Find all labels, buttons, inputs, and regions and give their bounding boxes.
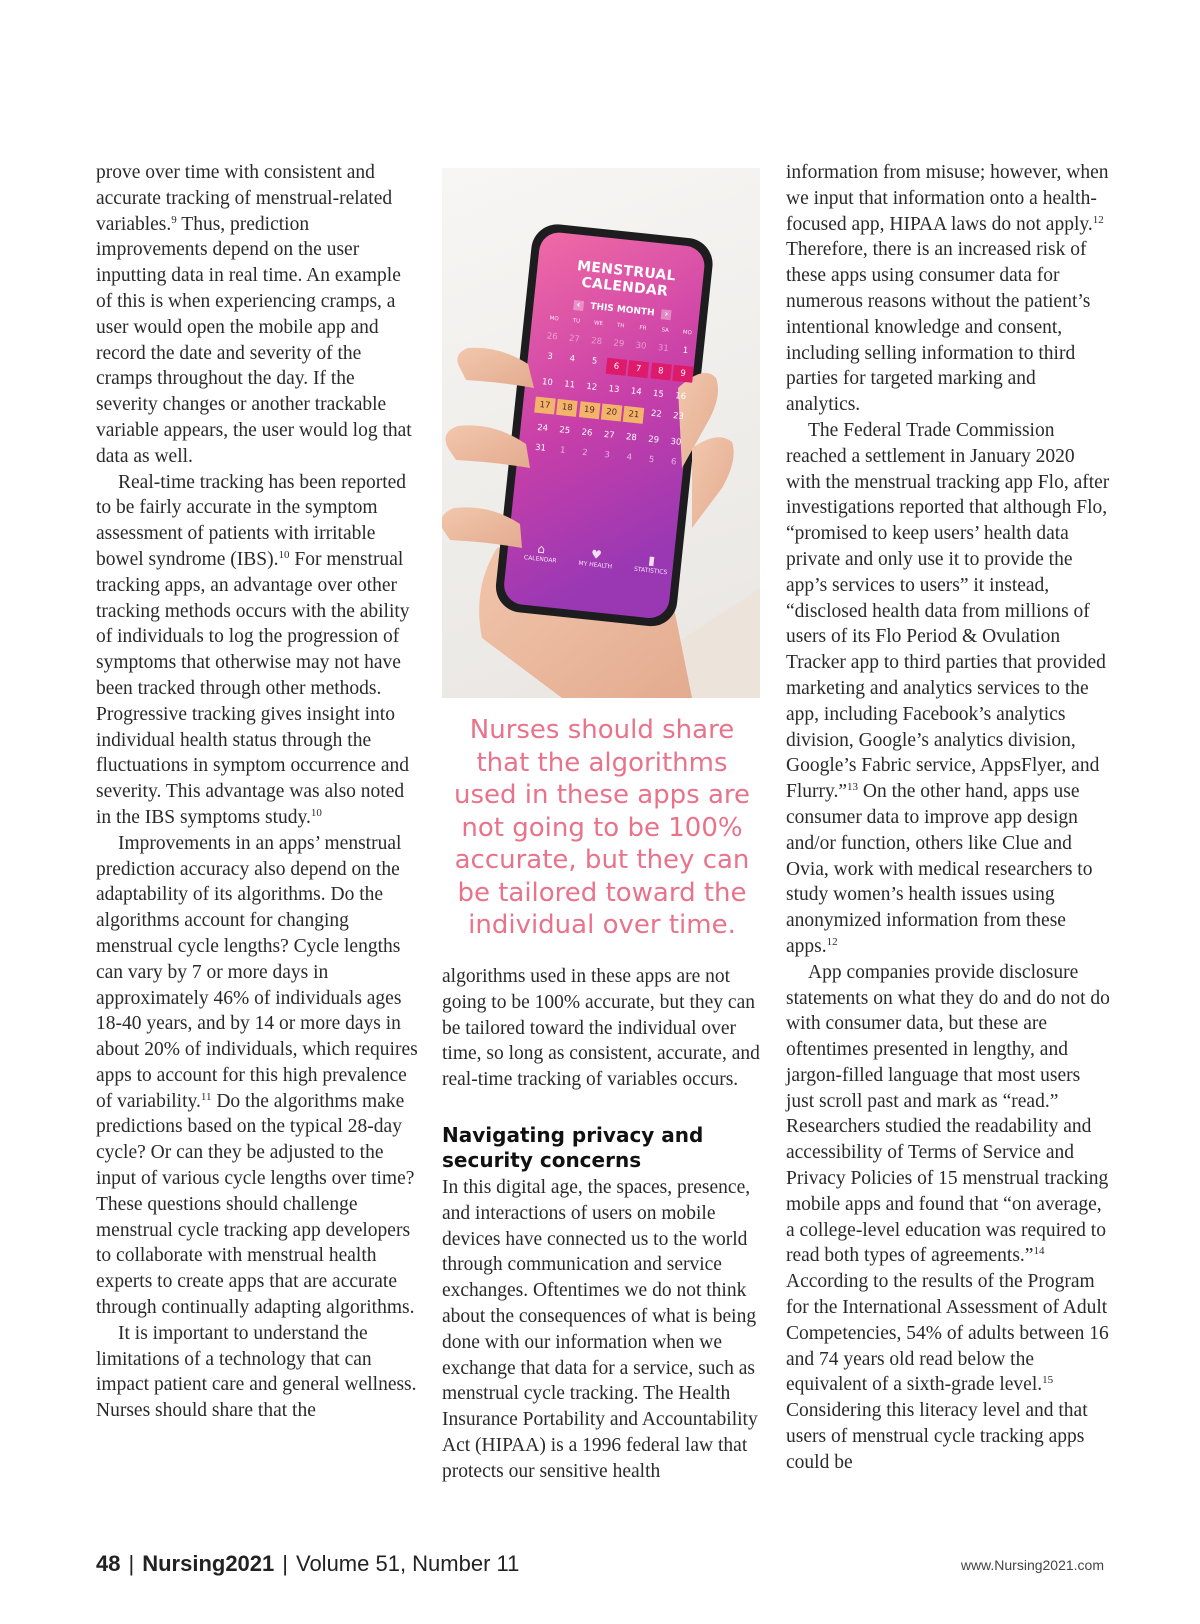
calendar-day[interactable]: 11: [563, 379, 576, 391]
bottom-nav: [513, 539, 680, 577]
calendar-day[interactable]: 5: [591, 356, 598, 367]
calendar-day[interactable]: 27: [603, 429, 616, 441]
paragraph: algorithms used in these apps are not going to be 100% accurate, but they can be tailored toward the individual over time, so long as consistent, accurate, and real-time tracking of variables occurs.: [442, 966, 760, 1091]
section-heading: Navigating privacy and security concerns: [442, 1122, 704, 1172]
footer-url: www.Nursing2021.com: [960, 1557, 1104, 1573]
weekday-label: MO: [549, 315, 559, 323]
calendar-day[interactable]: 7: [628, 360, 650, 378]
calendar-day[interactable]: 18: [556, 399, 578, 417]
calendar-day[interactable]: 10: [541, 377, 554, 389]
paragraph: information from misuse; however, when we input that information onto a health-focused app, HIPAA laws do not apply.$^{12}$ Therefore, there is an increased risk of these apps using consumer data for numerous reasons without the patient’s intentional knowledge and consent, including selling information to third parties for targeted marking and analytics.: [786, 162, 1109, 416]
calendar-day[interactable]: 21: [623, 406, 645, 424]
calendar-day[interactable]: 4: [626, 452, 633, 463]
weekday-label: TU: [572, 317, 581, 325]
calendar-day[interactable]: 19: [579, 401, 601, 419]
column-1: [96, 160, 421, 1424]
bar-chart-icon: ▮: [647, 553, 656, 568]
nav-calendar[interactable]: ⌂ CALENDAR: [523, 541, 557, 565]
footer-folio: 48 | Nursing2021 | Volume 51, Number 11: [96, 1551, 520, 1576]
column-2: [442, 964, 762, 1485]
calendar-day[interactable]: 8: [650, 362, 672, 380]
calendar-day[interactable]: 6: [606, 358, 628, 376]
calendar-day[interactable]: 24: [536, 422, 549, 434]
paragraph: Real-time tracking has been reported to be fairly accurate in the symptom assessment of patients with irritable bowel syndrome (IBS).$^{10}$ For menstrual tracking apps, an advantage over other tracking methods occurs with the ability of individuals to log the progression of symptoms that otherwise may not have been tracked through other methods. Progressive tracking gives insight into individual health status through the fluctuations in symptom occurrence and severity. This advantage was also noted in the IBS symptoms study.$^{10}$: [96, 471, 410, 828]
paragraph: Improvements in an apps’ menstrual prediction accuracy also depend on the adaptability of its algorithms. Do the algorithms account for changing menstrual cycle lengths? Cycle lengths can vary by 7 or more days in approximately 46% of individuals ages 18-40 years, and by 14 or more days in about 20% of individuals, which requires apps to account for this high prevalence of variability.$^{11}$ Do the algorithms make predictions based on the typical 28-day cycle? Or can they be adjusted to the input of various cycle lengths over time? These questions should challenge menstrual cycle tracking app developers to collaborate with menstrual health experts to create apps that are accurate through continually adapting algorithms.: [96, 832, 418, 1319]
magazine-name: Nursing2021: [142, 1551, 275, 1576]
calendar-day[interactable]: 1: [559, 445, 566, 456]
calendar-day[interactable]: 6: [670, 457, 677, 468]
calendar-day[interactable]: 3: [603, 450, 611, 461]
nav-my-health[interactable]: ♥ MY HEALTH: [578, 547, 613, 571]
calendar-day[interactable]: 29: [647, 434, 660, 446]
weekday-label: SA: [661, 327, 670, 335]
paragraph: In this digital age, the spaces, presence, and interactions of users on mobile devices have connected us to the world through communication and service exchanges. Oftentimes we do not think about the consequences of what is being done with our information when we exchange that data for a service, such as menstrual cycle tracking. The Health Insurance Portability and Accountability Act (HIPAA) is a 1996 federal law that protects our sensitive health: [442, 1176, 758, 1482]
calendar-day[interactable]: 22: [650, 408, 663, 420]
calendar-day[interactable]: 23: [672, 411, 685, 423]
paragraph: The Federal Trade Commission reached a settlement in January 2020 with the menstrual tracking app Flo, after investigations reported that although Flo, “promised to keep users’ health data private and only use it to provide the app’s services to users” it instead, “disclosed health data from millions of users of its Flo Period & Ovulation Tracker app to third parties that provided marketing and analytics services to the app, including Facebook’s analytics division, Google’s analytics division, Google’s Fabric service, AppsFlyer, and Flurry.”$^{13}$ On the other hand, apps use consumer data to improve app design and/or function, others like Clue and Ovia, work with medical researchers to study women’s health issues using anonymized information from these apps.$^{12}$: [786, 419, 1110, 957]
calendar-day[interactable]: 30: [635, 340, 647, 352]
app-title: MENSTRUAL CALENDAR: [576, 258, 677, 300]
calendar-day[interactable]: 20: [601, 404, 623, 422]
paragraph: prove over time with consistent and accurate tracking of menstrual-related variables.$^9$ Thus, prediction improvements depend on the user inputting data in real time. An example of this is when experiencing cramps, a user would open the mobile app and record the date and severity of the cramps throughout the day. If the severity changes or another trackable variable appears, the user would log that data as well.: [96, 162, 412, 467]
calendar-day[interactable]: 25: [558, 425, 571, 437]
month-selector[interactable]: ‹ THIS MONTH ›: [539, 296, 705, 323]
calendar-day[interactable]: 12: [585, 381, 598, 393]
calendar-day[interactable]: 17: [534, 397, 556, 415]
chevron-right-icon[interactable]: ›: [661, 309, 672, 320]
chevron-left-icon[interactable]: ‹: [573, 300, 584, 311]
calendar-day[interactable]: 28: [590, 336, 603, 348]
calendar-day[interactable]: 1: [682, 345, 689, 357]
calendar-day[interactable]: 26: [546, 331, 559, 343]
calendar-day[interactable]: 28: [625, 432, 638, 444]
paragraph: App companies provide disclosure statements on what they do and do not do with consumer data, but these are oftentimes presented in lengthy, and jargon-filled language that most users just scroll past and mark as “read.” Researchers studied the readability and accessibility of Terms of Service and Privacy Policies of 15 menstrual tracking mobile apps and found that “on average, a college-level education was required to read both types of agreements.”$^{14}$ According to the results of the Program for the International Assessment of Adult Competencies, 54% of adults between 16 and 74 years old read below the equivalent of a sixth-grade level.$^{15}$ Considering this literacy level and that users of menstrual cycle tracking apps could be: [786, 961, 1110, 1473]
calendar-day[interactable]: 9: [672, 365, 694, 383]
calendar-day[interactable]: 29: [612, 338, 625, 350]
calendar-day[interactable]: 26: [581, 427, 593, 439]
column-3: [786, 160, 1111, 1476]
calendar-day[interactable]: 5: [648, 454, 655, 466]
calendar-day[interactable]: 15: [652, 388, 665, 400]
calendar-day[interactable]: 14: [630, 386, 643, 398]
phone-photo: [442, 168, 760, 698]
weekday-label: WE: [593, 320, 604, 328]
issue-info: Volume 51, Number 11: [295, 1551, 520, 1576]
calendar-day[interactable]: 31: [657, 343, 670, 355]
calendar-day[interactable]: 27: [568, 333, 581, 345]
page-number: 48: [96, 1551, 121, 1576]
calendar-day[interactable]: 2: [581, 447, 589, 459]
calendar-day[interactable]: 31: [534, 442, 547, 454]
weekday-label: TH: [616, 322, 625, 330]
weekday-label: FR: [639, 325, 647, 332]
pull-quote: Nurses should share that the algorithms used in these apps are not going to be 100% accurate, but they can be tailored toward the individual over time.: [453, 715, 751, 940]
home-icon: ⌂: [536, 541, 546, 557]
calendar-day[interactable]: 30: [669, 436, 682, 448]
weekday-label: MO: [682, 329, 693, 337]
calendar-grid: [530, 315, 698, 468]
nav-statistics[interactable]: ▮ STATISTICS: [633, 553, 668, 577]
heart-icon: ♥: [590, 547, 603, 563]
calendar-day[interactable]: 3: [546, 351, 554, 363]
calendar-day[interactable]: 16: [674, 391, 687, 403]
calendar-day[interactable]: 13: [608, 384, 620, 396]
calendar-day[interactable]: 4: [569, 353, 576, 365]
paragraph: It is important to understand the limitations of a technology that can impact patient care and general wellness. Nurses should share that the: [96, 1322, 417, 1422]
